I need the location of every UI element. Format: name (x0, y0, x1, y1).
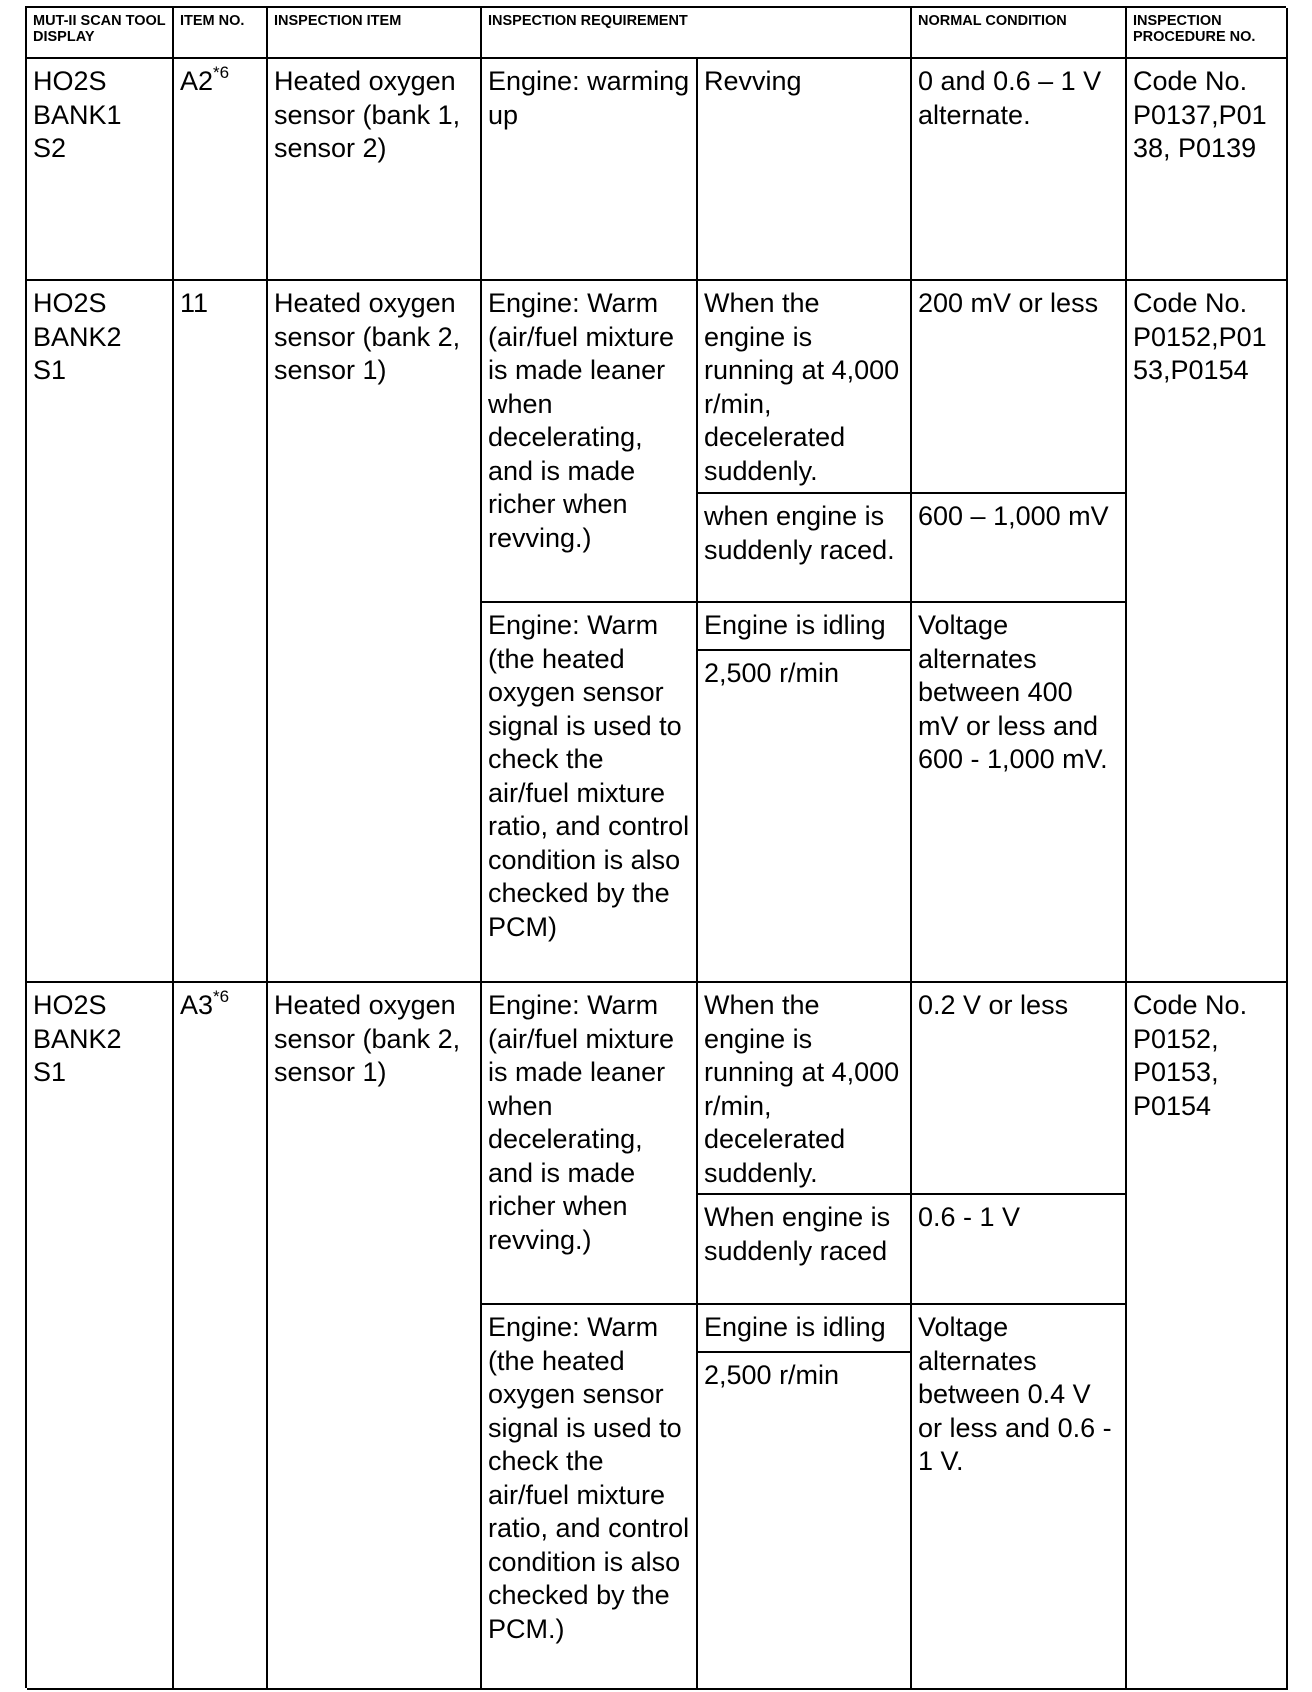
row-item-no (174, 59, 268, 281)
row-display: HO2S BANK2 S1 (27, 983, 174, 1690)
row-requirement: Engine: warming up (482, 59, 698, 281)
row-condition: when engine is suddenly raced. (698, 494, 912, 603)
row-display: HO2S BANK2 S1 (27, 281, 174, 983)
item-no-footnote: *6 (213, 63, 230, 82)
row-inspection-item: Heated oxygen sensor (bank 2, sensor 1) (268, 281, 482, 983)
row-requirement: Engine: Warm (air/fuel mixture is made leaner when decelerating, and is made richer when revving.) (482, 983, 698, 1305)
condition-2500rpm: 2,500 r/min (704, 657, 840, 688)
header-item-no: ITEM NO. (174, 8, 268, 59)
row-requirement: Engine: Warm (air/fuel mixture is made leaner when decelerating, and is made richer when revving.) (482, 281, 698, 603)
row-condition-split (698, 603, 912, 983)
row-normal-condition: 200 mV or less (912, 281, 1127, 494)
header-inspection-requirement-label: INSPECTION REQUIREMENT (488, 13, 688, 29)
row-condition: Revving (698, 59, 912, 281)
item-no-value: A3 (180, 990, 214, 1020)
row-display: HO2S BANK1 S2 (27, 59, 174, 281)
condition-idling: Engine is idling (698, 603, 910, 651)
row-normal-condition: 0.2 V or less (912, 983, 1127, 1195)
row-requirement: Engine: Warm (the heated oxygen sensor signal is used to check the air/fuel mixture ratio, and control condition is also checked by the PCM) (482, 603, 698, 983)
row-item-no (174, 983, 268, 1690)
header-inspection-item: INSPECTION ITEM (268, 8, 482, 59)
row-procedure-no: Code No. P0137,P01 38, P0139 (1127, 59, 1288, 281)
row-normal-condition: Voltage alternates between 0.4 V or less and 0.6 - 1 V. (912, 1305, 1127, 1690)
row-condition: When the engine is running at 4,000 r/min, decelerated suddenly. (698, 983, 912, 1195)
row-inspection-item: Heated oxygen sensor (bank 1, sensor 2) (268, 59, 482, 281)
header-normal-condition: NORMAL CONDITION (912, 8, 1127, 59)
item-no-value: A2 (180, 66, 214, 96)
row-normal-condition: Voltage alternates between 400 mV or less and 600 - 1,000 mV. (912, 603, 1127, 983)
header-inspection-requirement (482, 8, 912, 59)
item-no-value: 11 (180, 288, 209, 318)
row-normal-condition: 0.6 - 1 V (912, 1195, 1127, 1305)
header-scan-tool-display: MUT-II SCAN TOOL DISPLAY (27, 8, 174, 59)
inspection-table-sheet (25, 6, 1286, 1688)
condition-idling: Engine is idling (698, 1305, 910, 1353)
row-normal-condition: 600 – 1,000 mV (912, 494, 1127, 603)
row-normal-condition: 0 and 0.6 – 1 V alternate. (912, 59, 1127, 281)
row-requirement: Engine: Warm (the heated oxygen sensor signal is used to check the air/fuel mixture ratio, and control condition is also checked by the PCM.) (482, 1305, 698, 1690)
row-procedure-no: Code No. P0152,P01 53,P0154 (1127, 281, 1288, 983)
inspection-table (25, 6, 1286, 1688)
row-procedure-no: Code No. P0152, P0153, P0154 (1127, 983, 1288, 1690)
header-inspection-procedure-no: INSPECTION PROCEDURE NO. (1127, 8, 1288, 59)
row-condition: When engine is suddenly raced (698, 1195, 912, 1305)
row-item-no (174, 281, 268, 983)
item-no-footnote: *6 (213, 987, 230, 1006)
row-condition: When the engine is running at 4,000 r/min, decelerated suddenly. (698, 281, 912, 494)
row-condition-split (698, 1305, 912, 1690)
condition-2500rpm: 2,500 r/min (704, 1359, 840, 1390)
row-inspection-item: Heated oxygen sensor (bank 2, sensor 1) (268, 983, 482, 1690)
